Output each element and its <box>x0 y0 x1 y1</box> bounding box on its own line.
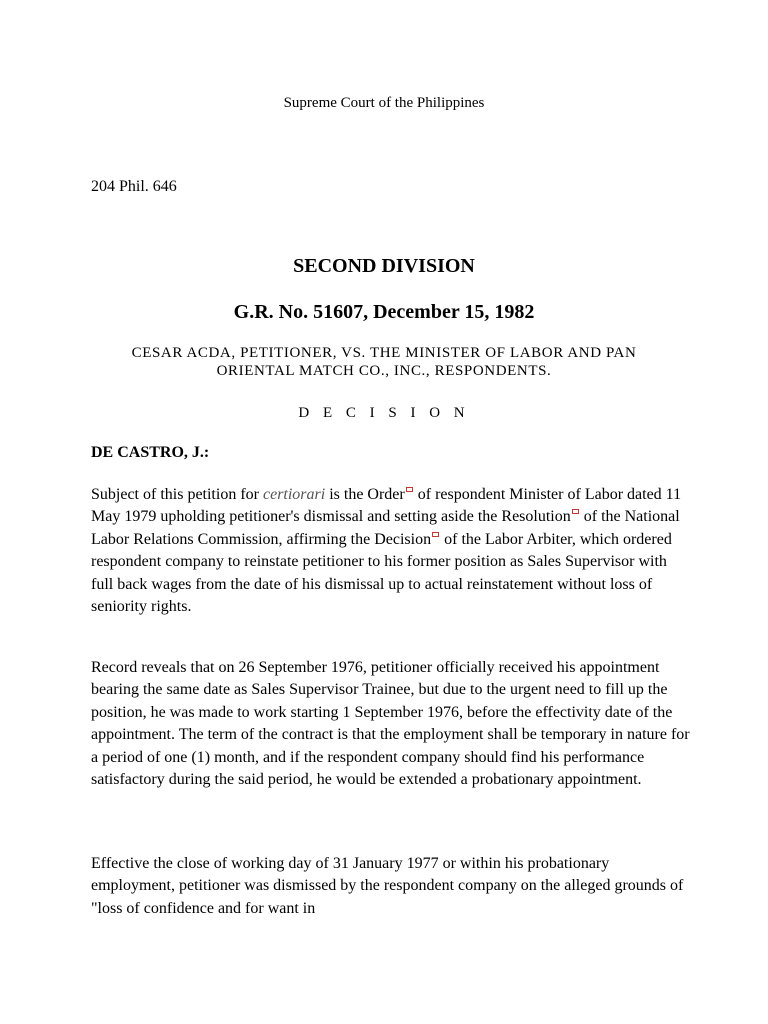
p1-text-f: of the Labor Arbiter, which ordered respondent company to reinstate petitioner to his former position as Sales Supervisor with full back wages from the date of his dismissal up to actual reinstatement without loss of seniority rights. <box>91 530 672 616</box>
footnote-3-link[interactable] <box>432 532 439 537</box>
court-name: Supreme Court of the Philippines <box>283 95 485 111</box>
case-number: G.R. No. 51607, December 15, 1982 <box>233 301 535 323</box>
ponente: DE CASTRO, J.: <box>91 444 210 461</box>
paragraph-2: Record reveals that on 26 September 1976, petitioner officially received his appointment bearing the same date as Sales Supervisor Trainee, but due to the urgent need to fill up the position, he was made to work starting 1 September 1976, before the effectivity date of the appointment. The term of the contract is that the employment shall be temporary in nature for a period of one (1) month, and if the respondent company should find his performance satisfactory during the said period, he would be extended a probationary appointment. <box>91 659 690 789</box>
division-title: SECOND DIVISION <box>293 255 475 277</box>
footnote-1-link[interactable] <box>406 487 413 492</box>
paragraph-1 <box>91 484 691 618</box>
p1-text-e: of the National Labor Relations Commission, affirming the Decision <box>91 508 680 548</box>
footnote-2-link[interactable] <box>572 509 579 514</box>
p1-text-c: is the Order <box>325 486 405 503</box>
decision-label: D E C I S I O N <box>298 405 470 421</box>
p1-text-a: Subject of this petition for <box>91 486 263 503</box>
p1-certiorari: certiorari <box>262 486 326 503</box>
paragraph-3: Effective the close of working day of 31 January 1977 or within his probationary employment, petitioner was dismissed by the respondent company on the alleged grounds of "loss of confidence and for want in <box>91 855 684 917</box>
p1-text-d: of respondent Minister of Labor dated 11 May 1979 upholding petitioner's dismissal and setting aside the Resolution <box>91 486 682 526</box>
citation: 204 Phil. 646 <box>91 178 177 195</box>
case-parties: CESAR ACDA, PETITIONER, VS. THE MINISTER OF LABOR AND PAN ORIENTAL MATCH CO., INC., RESPONDENTS. <box>131 345 637 379</box>
